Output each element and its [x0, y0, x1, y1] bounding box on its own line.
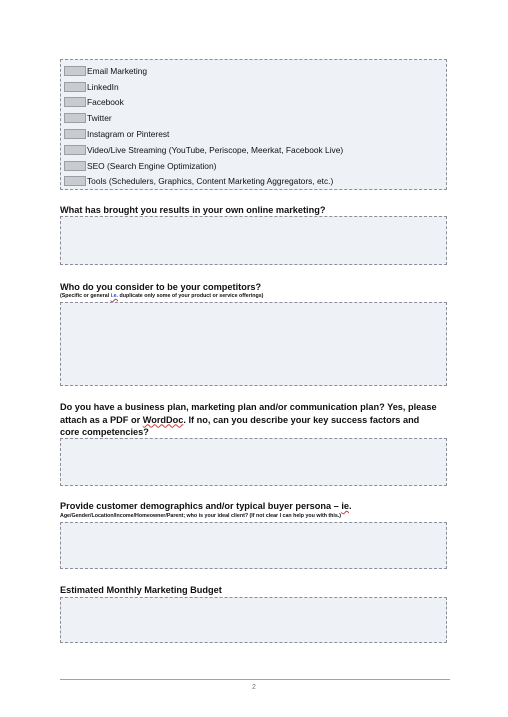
- worddoc-word: WordDoc: [142, 414, 184, 425]
- business-plan-question: [60, 401, 440, 439]
- results-answer-field[interactable]: [60, 216, 447, 265]
- channel-checkbox[interactable]: [64, 97, 86, 107]
- channel-row: [64, 95, 343, 111]
- competitors-answer-field[interactable]: [60, 302, 447, 386]
- competitors-question: Who do you consider to be your competitors?: [60, 282, 262, 292]
- channel-row: [64, 110, 343, 126]
- demographics-question-end: .: [349, 501, 352, 511]
- channel-label: Email Marketing: [87, 65, 148, 76]
- demographics-ie: ie: [341, 501, 349, 511]
- channel-label: Facebook: [87, 97, 124, 108]
- channels-checklist: [64, 63, 343, 189]
- channel-checkbox[interactable]: [64, 66, 86, 76]
- channel-row: [64, 174, 343, 190]
- channel-row: [64, 126, 343, 142]
- demographics-note: Age/Gender/Location/Income/Homeowner/Parent; who is your ideal client? (If not clear I can help you with this.): [60, 513, 342, 519]
- channel-checkbox[interactable]: [64, 82, 86, 92]
- business-plan-question-start: Do you have a business plan, marketing plan and/or communication plan? Yes, please attach as a PDF or: [60, 402, 437, 425]
- competitors-note-end: duplicate only some of your product or service offerings): [118, 293, 264, 299]
- budget-question: Estimated Monthly Marketing Budget: [60, 585, 222, 595]
- competitors-note-start: (Specific or general: [60, 293, 111, 299]
- channel-row: [64, 158, 343, 174]
- channel-row: [64, 63, 343, 79]
- business-plan-answer-field[interactable]: [60, 438, 447, 486]
- channel-label: Video/Live Streaming (YouTube, Periscope, Meerkat, Facebook Live): [87, 144, 344, 155]
- business-plan-question-end: . If no, can you describe your key success factors and core competencies?: [60, 414, 420, 438]
- channel-checkbox[interactable]: [64, 113, 86, 123]
- channel-checkbox[interactable]: [64, 176, 86, 186]
- competitors-note-ie: i.e.: [110, 293, 119, 299]
- channel-checkbox[interactable]: [64, 129, 86, 139]
- page-number: 2: [252, 684, 256, 691]
- channel-row: [64, 79, 343, 95]
- competitors-note: [60, 293, 450, 300]
- channel-checkbox[interactable]: [64, 145, 86, 155]
- results-question: What has brought you results in your own online marketing?: [60, 205, 326, 215]
- footer-rule: [60, 679, 450, 680]
- channel-label: Instagram or Pinterest: [87, 129, 170, 140]
- demographics-answer-field[interactable]: [60, 522, 447, 569]
- channel-label: Tools (Schedulers, Graphics, Content Marketing Aggregators, etc.): [87, 176, 334, 187]
- budget-answer-field[interactable]: [60, 597, 447, 643]
- channel-label: SEO (Search Engine Optimization): [87, 160, 217, 171]
- channel-row: [64, 142, 343, 158]
- channel-label: LinkedIn: [87, 81, 119, 92]
- demographics-question-start: Provide customer demographics and/or typical buyer persona –: [60, 501, 342, 511]
- channel-label: Twitter: [87, 113, 112, 124]
- channel-checkbox[interactable]: [64, 161, 86, 171]
- demographics-question: [60, 500, 440, 513]
